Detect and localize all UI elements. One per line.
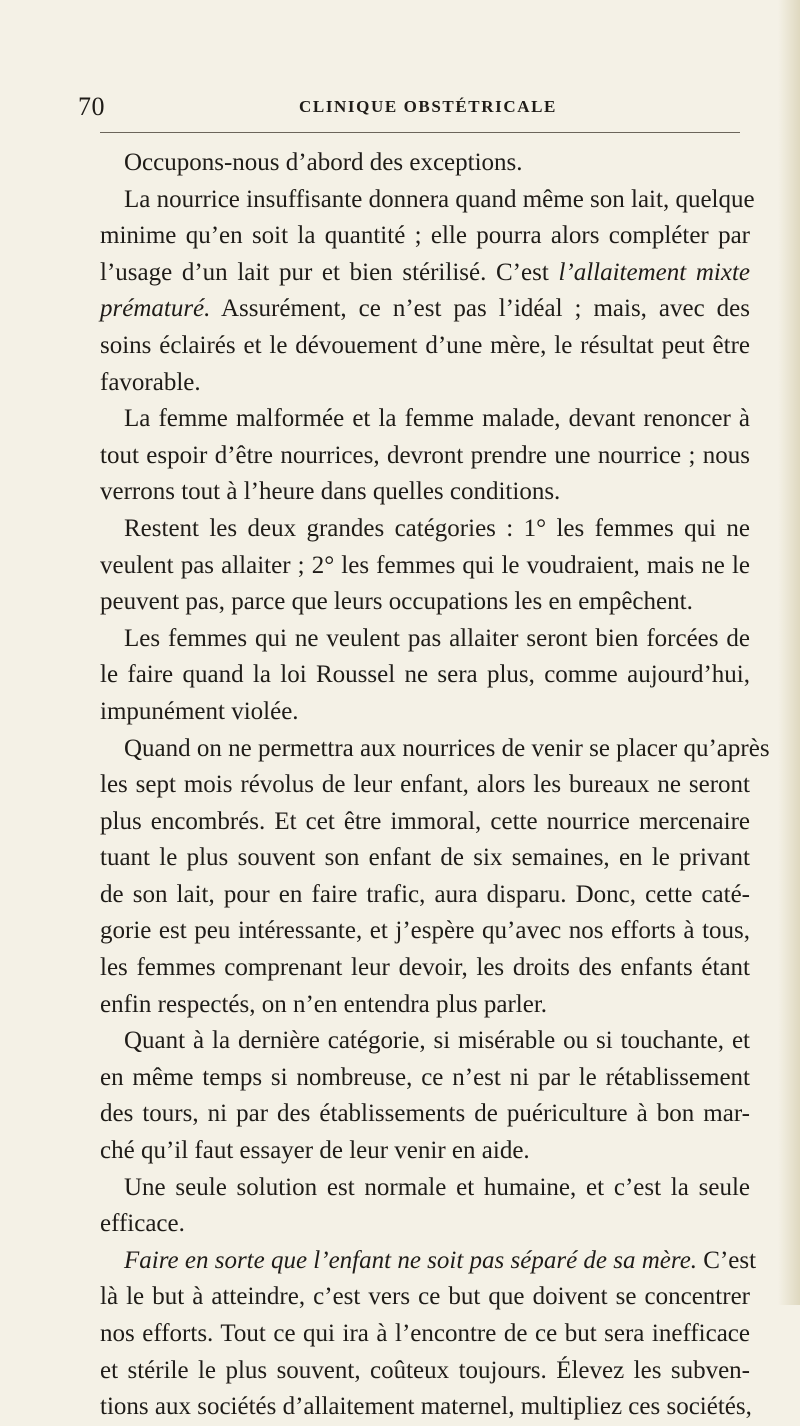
line-text: enfin respectés, on n’en entendra plus parler. (100, 990, 548, 1018)
line-text: tions aux sociétés d’allaitement maternel, multipliez ces sociétés, (100, 1393, 752, 1421)
line-text: tout espoir d’être nourrices, devront prendre une nourrice ; nous (100, 441, 750, 469)
text-line (100, 328, 750, 365)
page-edge-shadow (778, 0, 800, 1305)
text-line (100, 1353, 750, 1390)
text-line (100, 218, 750, 255)
line-text: peuvent pas, parce que leurs occupations les en empêchent. (100, 588, 693, 616)
line-text: verrons tout à l’heure dans quelles conditions. (100, 478, 561, 506)
text-line (100, 1170, 750, 1207)
text-line (100, 365, 750, 402)
line-text: et stérile le plus souvent, coûteux toujours. Élevez les subven- (100, 1356, 750, 1384)
line-text: minime qu’en soit la quantité ; elle pourra alors compléter par (100, 222, 750, 250)
text-line (100, 548, 750, 585)
page-number: 70 (78, 92, 105, 121)
text-line (100, 291, 750, 328)
line-text: des tours, ni par des établissements de puériculture à bon mar- (100, 1100, 750, 1128)
text-line (100, 182, 755, 219)
text-line (100, 584, 750, 621)
header-rule (100, 132, 740, 133)
text-line (100, 657, 750, 694)
text-line (100, 255, 750, 292)
line-text: l’usage d’un lait pur et bien stérilisé. C’est (100, 258, 559, 286)
text-line (100, 987, 750, 1024)
line-text: tuant le plus souvent son enfant de six semaines, en le privant (100, 844, 750, 872)
line-text: en même temps si nombreuse, ce n’est ni par le rétablissement (100, 1063, 750, 1091)
line-text: Occupons-nous d’abord des exceptions. (124, 149, 523, 176)
page-header (78, 92, 738, 122)
text-line (100, 401, 750, 438)
line-text: Une seule solution est normale et humaine, et c’est la seule (124, 1173, 750, 1201)
text-line (100, 694, 750, 731)
text-line (100, 731, 770, 768)
line-text: là le but à atteindre, c’est vers ce but que doivent se concentrer (100, 1283, 750, 1311)
line-text: de son lait, pour en faire trafic, aura disparu. Donc, cette caté- (100, 880, 750, 908)
line-text: les femmes comprenant leur devoir, les droits des enfants étant (100, 954, 750, 982)
line-text: Les femmes qui ne veulent pas allaiter seront bien forcées de (124, 624, 750, 652)
italic-text: prématuré. (100, 295, 211, 323)
line-text: efficace. (100, 1210, 185, 1238)
text-line (100, 913, 750, 950)
text-line (100, 1206, 750, 1243)
body-text (100, 145, 770, 1426)
line-text: plus encombrés. Et cet être immoral, cette nourrice mercenaire (100, 807, 750, 835)
text-line (100, 804, 750, 841)
text-line (100, 1096, 750, 1133)
line-text: nos efforts. Tout ce qui ira à l’encontre de ce but sera inefficace (100, 1320, 750, 1347)
text-line (100, 474, 750, 511)
italic-text: Faire en sorte que l’enfant ne soit pas séparé de sa mère. (124, 1246, 698, 1274)
line-text: impunément violée. (100, 697, 299, 725)
line-text: La femme malformée et la femme malade, devant renoncer à (124, 405, 750, 433)
running-head: CLINIQUE OBSTÉTRICALE (299, 97, 557, 116)
text-line (100, 950, 750, 987)
line-text: favorable. (100, 368, 201, 396)
text-line (100, 621, 750, 658)
text-line (100, 877, 750, 914)
text-line (100, 1133, 750, 1170)
text-line (100, 1060, 750, 1097)
text-line (100, 840, 750, 877)
text-line (100, 438, 750, 475)
line-text: veulent pas allaiter ; 2° les femmes qui le voudraient, mais ne le (100, 551, 750, 579)
italic-text: l’allaitement mixte (558, 258, 751, 286)
line-text: soins éclairés et le dévouement d’une mère, le résultat peut être (100, 331, 750, 359)
text-line (100, 511, 750, 548)
text-line (100, 1243, 757, 1280)
line-text: Restent les deux grandes catégories : 1° les femmes qui ne (124, 514, 750, 542)
line-text: gorie est peu intéressante, et j’espère qu’avec nos efforts à tous, (100, 917, 750, 945)
line-text: Quant à la dernière catégorie, si misérable ou si touchante, et (124, 1027, 750, 1055)
text-line (100, 767, 750, 804)
text-line (100, 1023, 750, 1060)
line-text: La nourrice insuffisante donnera quand même son lait, quelque (124, 185, 755, 213)
line-text: les sept mois révolus de leur enfant, alors les bureaux ne seront (100, 771, 750, 799)
line-text: le faire quand la loi Roussel ne sera plus, comme aujourd’hui, (100, 661, 750, 689)
line-text: Assurément, ce n’est pas l’idéal ; mais, avec des (210, 295, 750, 323)
text-line (100, 145, 750, 182)
text-line (100, 1316, 750, 1353)
line-text: ché qu’il faut essayer de leur venir en aide. (100, 1137, 530, 1165)
text-line (100, 1279, 750, 1316)
text-line (100, 1389, 750, 1426)
line-text: Quand on ne permettra aux nourrices de venir se placer qu’après (124, 734, 770, 762)
line-text: C’est (697, 1246, 757, 1274)
